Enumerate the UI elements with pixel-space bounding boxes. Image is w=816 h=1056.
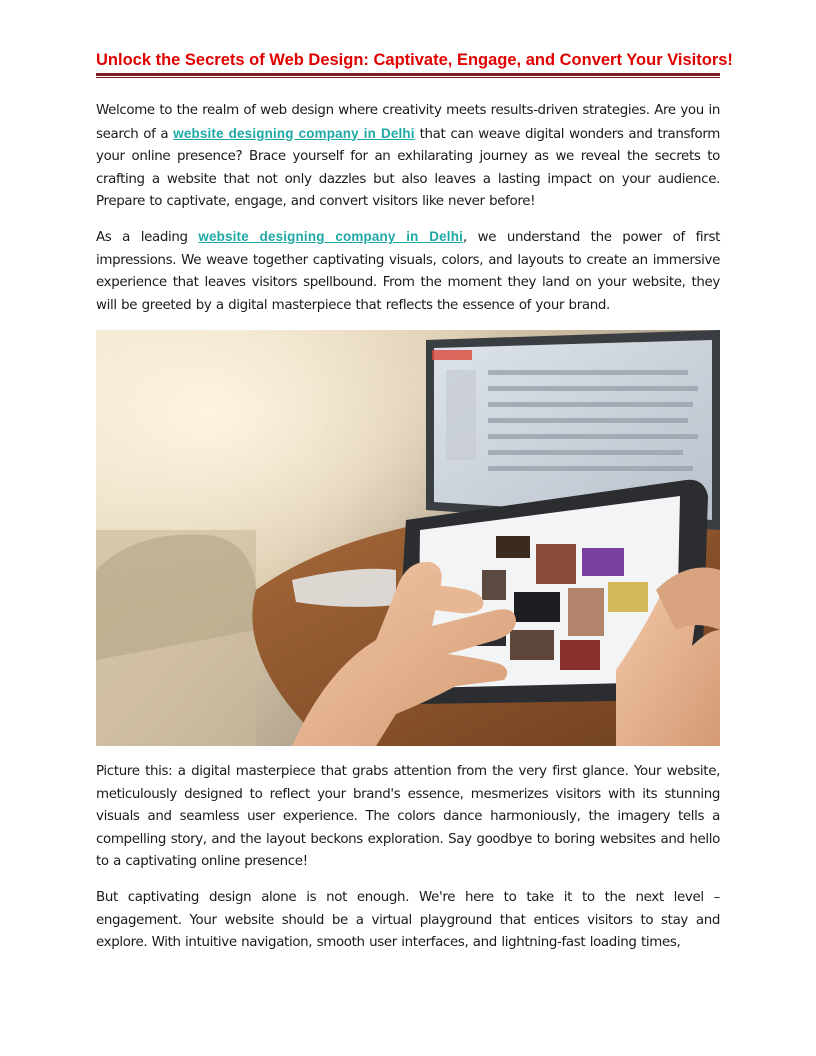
tablet-laptop-photo (96, 330, 720, 746)
title-underline-thin (96, 77, 720, 78)
title-underline-thick (96, 73, 720, 76)
page-title: Unlock the Secrets of Web Design: Captivate, Engage, and Convert Your Visitors! (96, 51, 733, 69)
website-designing-link-1[interactable]: website designing company in Delhi (173, 125, 415, 141)
intro-text-before: Welcome to the realm of web design where creativity meets results-driven strategies. Are you in search of a (96, 103, 720, 142)
leading-company-paragraph (96, 226, 720, 317)
engagement-paragraph: But captivating design alone is not enough. We're here to take it to the next level – engagement. Your website should be a virtual playground that entices visitors to stay and explore. With intuitive navigation, smooth user interfaces, and lightning-fast loading times, (96, 890, 720, 950)
website-designing-link-2[interactable]: website designing company in Delhi (198, 229, 464, 244)
masterpiece-paragraph: Picture this: a digital masterpiece that grabs attention from the very first glance. Your website, meticulously designed to reflect your brand's essence, mesmerizes visitors with its stunning visuals and seamless user experience. The colors dance harmoniously, the imagery tells a compelling story, and the layout beckons exploration. Say goodbye to boring websites and hello to a captivating online presence! (96, 764, 720, 869)
intro-text-after: that can weave digital wonders and transform your online presence? Brace yourself for an exhilarating journey as we reveal the secrets to crafting a website that not only dazzles but also leaves a lasting impact on your audience. Prepare to captivate, engage, and convert visitors like never before! (96, 126, 720, 209)
leading-text-before: As a leading (96, 230, 199, 245)
intro-paragraph (96, 100, 720, 214)
leading-text-after: , we understand the power of first impressions. We weave together captivating visuals, colors, and layouts to create an immersive experience that leaves visitors spellbound. From the moment they land on your website, they will be greeted by a digital masterpiece that reflects the essence of your brand. (96, 230, 720, 313)
